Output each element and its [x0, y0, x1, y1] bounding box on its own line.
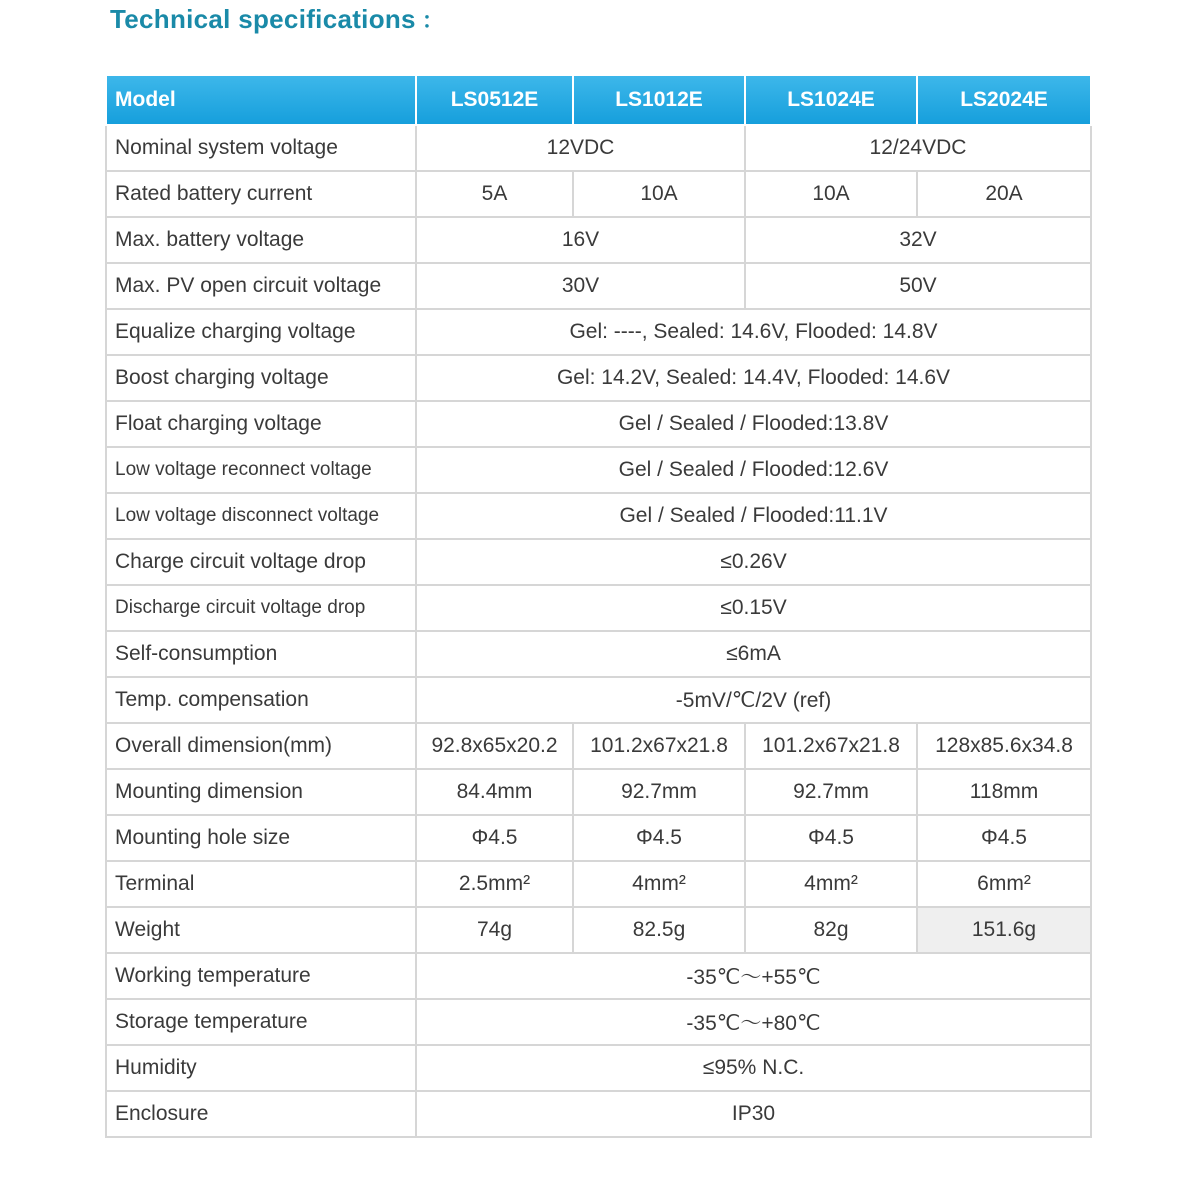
row-label: Self-consumption — [106, 631, 416, 677]
row-label: Enclosure — [106, 1091, 416, 1137]
table-cell: 101.2x67x21.8 — [745, 723, 917, 769]
table-cell: Gel: 14.2V, Sealed: 14.4V, Flooded: 14.6V — [416, 355, 1091, 401]
row-label: Terminal — [106, 861, 416, 907]
table-cell: 101.2x67x21.8 — [573, 723, 745, 769]
table-cell: Φ4.5 — [573, 815, 745, 861]
table-cell: 20A — [917, 171, 1091, 217]
row-label: Max. PV open circuit voltage — [106, 263, 416, 309]
table-row — [106, 815, 1091, 861]
table-row — [106, 999, 1091, 1045]
table-row — [106, 723, 1091, 769]
table-cell: Gel / Sealed / Flooded:13.8V — [416, 401, 1091, 447]
table-row — [106, 539, 1091, 585]
page-title — [110, 4, 444, 35]
table-cell: 82.5g — [573, 907, 745, 953]
table-cell: -35℃～+55℃ — [416, 953, 1091, 999]
table-cell: ≤6mA — [416, 631, 1091, 677]
row-label: Mounting hole size — [106, 815, 416, 861]
table-cell: 151.6g — [917, 907, 1091, 953]
table-cell: 6mm² — [917, 861, 1091, 907]
table-cell: 12/24VDC — [745, 125, 1091, 171]
header-cell-ls0512e: LS0512E — [416, 75, 573, 125]
row-label: Mounting dimension — [106, 769, 416, 815]
row-label: Weight — [106, 907, 416, 953]
table-cell: Gel: ----, Sealed: 14.6V, Flooded: 14.8V — [416, 309, 1091, 355]
table-row — [106, 217, 1091, 263]
row-label: Float charging voltage — [106, 401, 416, 447]
header-row — [106, 75, 1091, 125]
table-cell: 30V — [416, 263, 745, 309]
table-row — [106, 769, 1091, 815]
header-cell-ls1024e: LS1024E — [745, 75, 917, 125]
row-label: Rated battery current — [106, 171, 416, 217]
table-row — [106, 493, 1091, 539]
table-cell: 12VDC — [416, 125, 745, 171]
row-label: Low voltage disconnect voltage — [106, 493, 416, 539]
table-cell: Φ4.5 — [416, 815, 573, 861]
table-cell: Gel / Sealed / Flooded:11.1V — [416, 493, 1091, 539]
table-row — [106, 171, 1091, 217]
row-label: Storage temperature — [106, 999, 416, 1045]
table-cell: Φ4.5 — [745, 815, 917, 861]
row-label: Equalize charging voltage — [106, 309, 416, 355]
table-cell: -5mV/℃/2V (ref) — [416, 677, 1091, 723]
table-cell: Φ4.5 — [917, 815, 1091, 861]
title-colon: ： — [421, 8, 445, 33]
table-cell: 16V — [416, 217, 745, 263]
table-cell: Gel / Sealed / Flooded:12.6V — [416, 447, 1091, 493]
table-row — [106, 1091, 1091, 1137]
table-cell: 2.5mm² — [416, 861, 573, 907]
header-cell-model: Model — [106, 75, 416, 125]
header-cell-ls2024e: LS2024E — [917, 75, 1091, 125]
table-cell: 92.7mm — [573, 769, 745, 815]
header-cell-ls1012e: LS1012E — [573, 75, 745, 125]
table-cell: -35℃～+80℃ — [416, 999, 1091, 1045]
row-label: Low voltage reconnect voltage — [106, 447, 416, 493]
row-label: Boost charging voltage — [106, 355, 416, 401]
table-row — [106, 263, 1091, 309]
table-cell: IP30 — [416, 1091, 1091, 1137]
table-row — [106, 309, 1091, 355]
table-row — [106, 861, 1091, 907]
table-cell: 32V — [745, 217, 1091, 263]
spec-table — [105, 74, 1092, 1138]
table-row — [106, 355, 1091, 401]
table-row — [106, 953, 1091, 999]
table-row — [106, 447, 1091, 493]
table-cell: 4mm² — [573, 861, 745, 907]
table-cell: 5A — [416, 171, 573, 217]
table-cell: 84.4mm — [416, 769, 573, 815]
table-cell: 92.7mm — [745, 769, 917, 815]
row-label: Nominal system voltage — [106, 125, 416, 171]
table-cell: 10A — [573, 171, 745, 217]
table-cell: 10A — [745, 171, 917, 217]
row-label: Overall dimension(mm) — [106, 723, 416, 769]
table-row — [106, 677, 1091, 723]
table-cell: ≤0.26V — [416, 539, 1091, 585]
row-label: Max. battery voltage — [106, 217, 416, 263]
spec-table-body — [106, 125, 1091, 1137]
table-row — [106, 125, 1091, 171]
table-cell: 4mm² — [745, 861, 917, 907]
row-label: Working temperature — [106, 953, 416, 999]
table-cell: 82g — [745, 907, 917, 953]
row-label: Humidity — [106, 1045, 416, 1091]
title-text: Technical specifications — [110, 4, 416, 34]
table-cell: ≤0.15V — [416, 585, 1091, 631]
table-row — [106, 631, 1091, 677]
table-cell: ≤95% N.C. — [416, 1045, 1091, 1091]
table-cell: 118mm — [917, 769, 1091, 815]
table-cell: 50V — [745, 263, 1091, 309]
table-cell: 92.8x65x20.2 — [416, 723, 573, 769]
table-cell: 74g — [416, 907, 573, 953]
row-label: Charge circuit voltage drop — [106, 539, 416, 585]
table-row — [106, 1045, 1091, 1091]
row-label: Discharge circuit voltage drop — [106, 585, 416, 631]
table-cell: 128x85.6x34.8 — [917, 723, 1091, 769]
row-label: Temp. compensation — [106, 677, 416, 723]
table-row — [106, 907, 1091, 953]
table-row — [106, 401, 1091, 447]
table-row — [106, 585, 1091, 631]
